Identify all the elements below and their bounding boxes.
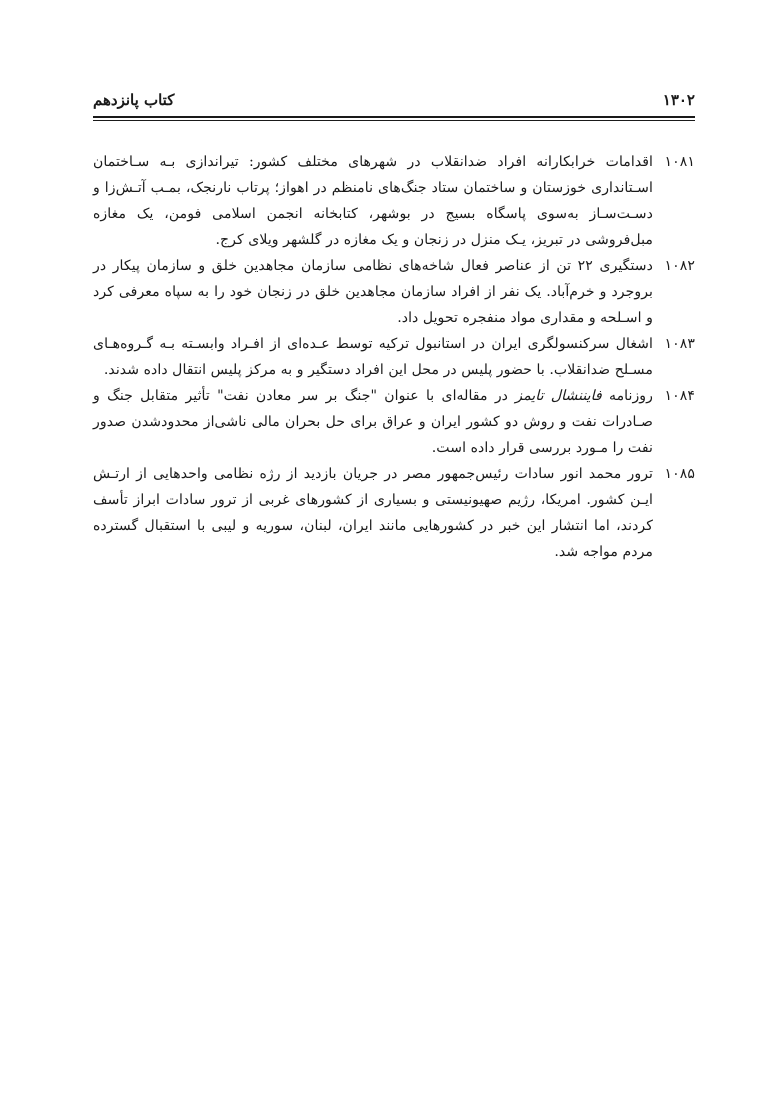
entry-text: ترور محمد انور سادات رئیس‌جمهور مصر در جریان بازدید از رژه نظامی واحدهایی از ارتـش ایـن کشور. امریکا، رژیم صهیونیستی و بسیاری از کشورهای غربی از ترور سادات ابراز تأسف کردند، اما انتشار این خبر در کشورهایی مانند ایران، لبنان، سوریه و لیبی با استقبال گسترده مردم مواجه شد.: [93, 466, 653, 560]
chronology-entry-1084: [93, 383, 695, 461]
entry-text: [93, 388, 653, 456]
chronology-entry-1082: [93, 253, 695, 331]
header-rule-thick: [93, 116, 695, 118]
book-title: کتاب پانزدهم: [93, 91, 175, 109]
entry-text-after: در مقاله‌ای با عنوان "جنگ بر سر معادن نفت" تأثیر متقابل جنگ و صـادرات نفت و روش دو کشور ایران و عراق برای حل بحران مالی ناشی‌از محدودشدن صدور نفت را مـورد بررسی قرار داده است.: [93, 388, 653, 456]
page-number: ۱۳۰۲: [662, 91, 695, 109]
chronology-entry-1085: [93, 461, 695, 565]
entry-number: ۱۰۸۵: [664, 466, 695, 482]
chronology-entry-1081: [93, 149, 695, 253]
entry-text-before: روزنامه: [601, 388, 654, 404]
entry-number: ۱۰۸۱: [664, 154, 695, 170]
chronology-list: [93, 149, 695, 565]
chronology-entry-1083: [93, 331, 695, 383]
running-header: [93, 91, 695, 113]
entry-number: ۱۰۸۲: [664, 258, 695, 274]
newspaper-title: فایننشال تایمز: [515, 388, 602, 404]
entry-number: ۱۰۸۴: [664, 388, 695, 404]
header-rule-thin: [93, 120, 695, 121]
entry-text: اقدامات خرابکارانه افراد ضدانقلاب در شهرهای مختلف کشور: تیراندازی بـه سـاختمان اسـتانداری خوزستان و ساختمان ستاد جنگ‌های نامنظم در اهواز؛ پرتاب نارنجک، بمـب آتـش‌زا و دسـت‌سـاز به‌سوی پاسگاه بسیج در بوشهر، کتابخانه انجمن اسلامی فومن، یک مغازه مبل‌فروشی در تبریز، یـک منزل در زنجان و یک مغازه در گلشهر ویلای کرج.: [93, 154, 653, 248]
entry-text: اشغال سرکنسولگری ایران در استانبول ترکیه توسط عـده‌ای از افـراد وابسـته بـه گـروه‌هـای مسـلح ضدانقلاب. با حضور پلیس در محل این افراد دستگیر و به مرکز پلیس انتقال داده شدند.: [93, 336, 653, 378]
entry-number: ۱۰۸۳: [664, 336, 695, 352]
entry-text: دستگیری ۲۲ تن از عناصر فعال شاخه‌های نظامی سازمان مجاهدین خلق و سازمان پیکار در بروجرد و خرم‌آباد. یک نفر از افراد سازمان مجاهدین خلق در زنجان خود را به سپاه معرفی کرد و اسـلحه و مقداری مواد منفجره تحویل داد.: [93, 258, 653, 326]
